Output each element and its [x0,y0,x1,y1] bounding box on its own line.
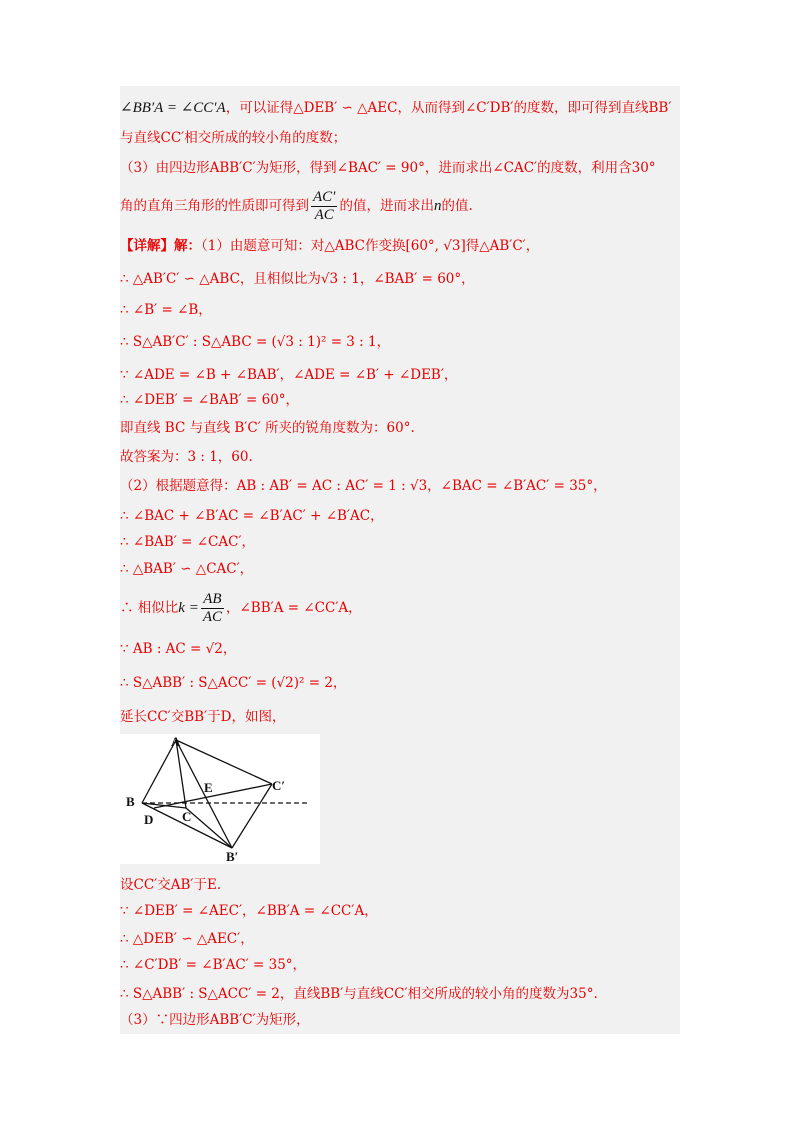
line-4 [120,186,473,226]
line-22: ∵ ∠DEB′ = ∠AEC′，∠BB′A = ∠CC′A， [120,903,378,919]
line-13: （2）根据题意得：AB : AB′ = AC : AC′ = 1 : √3，∠BAC = ∠B′AC′ = 35°， [120,478,607,494]
fraction-ac-prime-over-ac [311,189,337,224]
line-4-text-c: 的值. [441,198,473,214]
area-ratio-result: ∴ S△ABB′ : S△ACC′ = 2， [120,986,294,1002]
line-25 [120,984,598,1004]
segment-ac-prime [176,740,272,784]
fraction-numerator: AC′ [313,189,336,205]
line-21: 设CC′交AB′于E. [120,877,222,893]
line-11: 即直线 BC 与直线 B′C′ 所夹的锐角度数为：60°. [120,420,415,436]
line-17 [120,588,362,628]
line-6: ∴ △AB′C′ ∽ △ABC，且相似比为√3 : 1，∠BAB′ = 60°， [120,271,475,287]
analysis-text: ，可以证得△DEB′ ∽ △AEC，从而得到∠C′DB′的度数，即可得到直线BB′ [225,100,672,116]
angle-equation: ∠BB′A = ∠CC′A [120,100,226,116]
label-c-prime: C′ [272,778,286,793]
variable-k: k = [178,600,199,616]
line-8: ∴ S△AB′C′ : S△ABC = (√3 : 1)² = 3 : 1， [120,334,391,350]
line-1 [120,98,671,118]
segment-b-prime-c-prime [232,784,272,848]
segment-ab [142,740,176,803]
line-10: ∴ ∠DEB′ = ∠BAB′ = 60°， [120,392,300,408]
label-d: D [144,812,154,827]
detail-tag: 【详解】解： [120,238,201,254]
line-16: ∴ △BAB′ ∽ △CAC′， [120,561,254,577]
label-e: E [204,780,213,795]
line-9: ∵ ∠ADE = ∠B + ∠BAB′，∠ADE = ∠B′ + ∠DEB′， [120,367,458,383]
label-c: C [182,809,192,824]
line-3: （3）由四边形ABB′C′为矩形，得到∠BAC′ = 90°，进而求出∠CAC′的度数，利用含30° [120,160,656,176]
segment-dc-prime [154,784,272,808]
fraction-ab-over-ac [201,591,224,626]
line-4-text-a: 角的直角三角形的性质即可得到 [120,198,309,214]
figure-svg [120,734,320,864]
part-1-intro: （1）由题意可知：对△ABC作变换[60°, √3]得△AB′C′， [201,238,540,254]
fraction-numerator: AB [201,591,224,609]
line-5 [120,236,539,256]
line-19: ∴ S△ABB′ : S△ACC′ = (√2)² = 2， [120,675,347,691]
line-24: ∴ ∠C′DB′ = ∠B′AC′ = 35°， [120,957,307,973]
line-4-text-b: 的值，进而求出 [339,198,434,214]
line-18: ∵ AB : AC = √2， [120,641,237,657]
line-26: （3）∵四边形ABB′C′为矩形， [120,1012,310,1028]
fraction-denominator: AC [314,207,334,223]
angle-result: 直线BB′与直线CC′相交所成的较小角的度数为35°. [293,986,598,1002]
solution-document [120,86,680,1034]
line-20: 延长CC′交BB′于D，如图， [120,709,286,725]
line-17-text-b: ，∠BB′A = ∠CC′A， [226,600,362,616]
label-a: A [171,734,181,749]
line-17-text-a: ∴ 相似比 [120,600,179,616]
line-7: ∴ ∠B′ = ∠B， [120,302,212,318]
line-14: ∴ ∠BAC + ∠B′AC = ∠B′AC′ + ∠B′AC， [120,508,384,524]
line-15: ∴ ∠BAB′ = ∠CAC′， [120,534,256,550]
fraction-denominator: AC [202,609,222,625]
label-b: B [126,794,135,809]
variable-n: n [433,198,442,214]
label-b-prime: B′ [226,849,239,864]
line-12: 故答案为：3 : 1，60. [120,449,253,465]
geometry-figure [120,734,320,864]
line-2: 与直线CC′相交所成的较小角的度数； [120,130,347,146]
line-23: ∴ △DEB′ ∽ △AEC′， [120,931,254,947]
